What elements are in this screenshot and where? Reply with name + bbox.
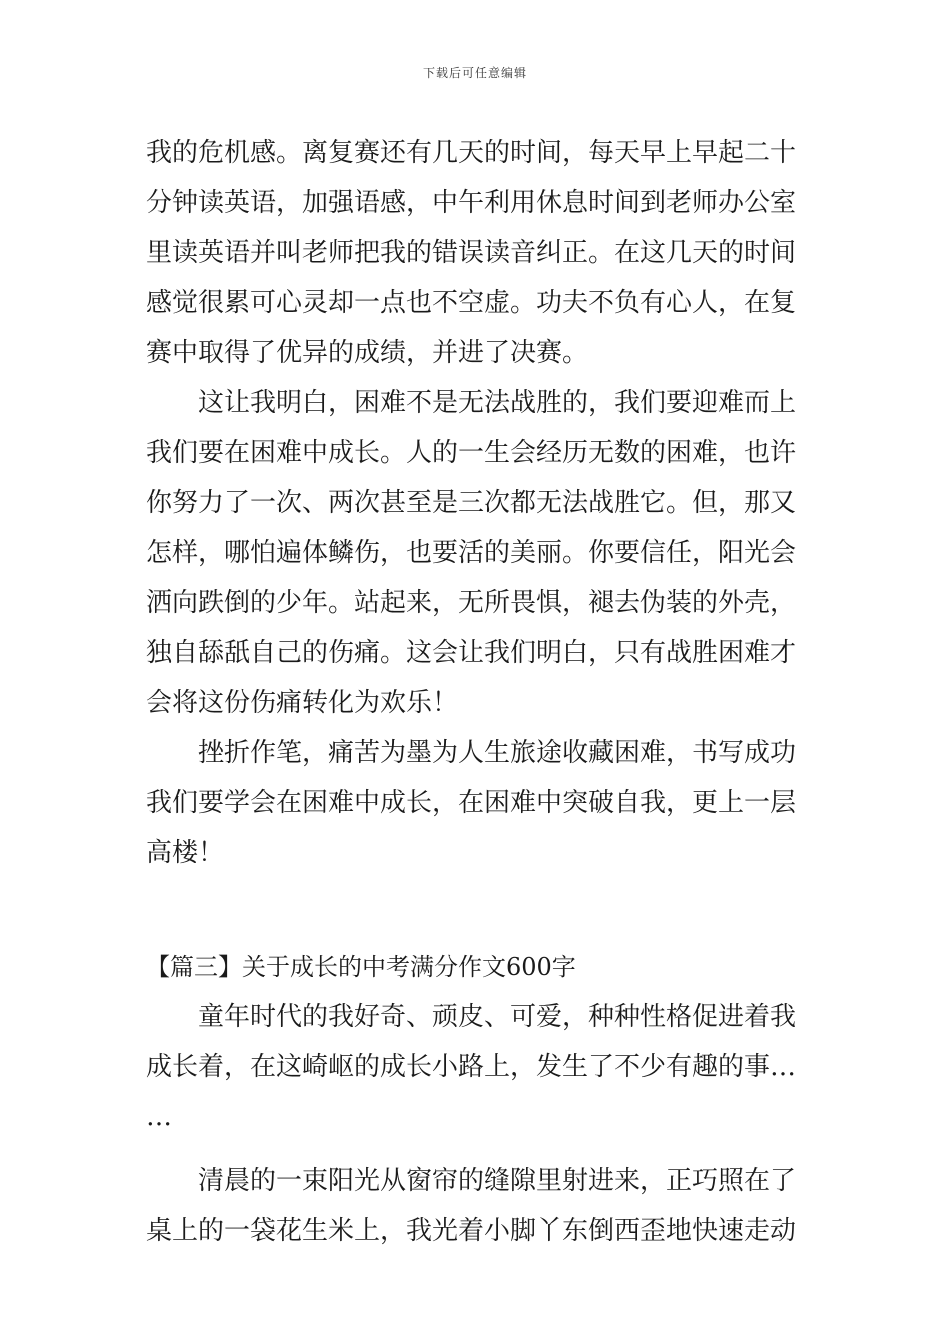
section-spacer	[146, 878, 810, 927]
paragraph-1	[146, 128, 810, 378]
text-line: 这让我明白，困难不是无法战胜的，我们要迎难而上	[198, 388, 797, 418]
section-heading: 【篇三】关于成长的中考满分作文600字	[146, 953, 576, 981]
text-line: 独自舔舐自己的伤痛。这会让我们明白，只有战胜困难才	[146, 638, 797, 668]
text-line: 洒向跌倒的少年。站起来，无所畏惧，褪去伪装的外壳，	[146, 588, 797, 618]
text-line: 你努力了一次、两次甚至是三次都无法战胜它。但，那又	[146, 488, 797, 518]
text-line: …	[146, 1102, 172, 1132]
text-line: 我的危机感。离复赛还有几天的时间，每天早上早起二十	[146, 138, 797, 168]
document-body	[146, 128, 810, 1256]
text-line: 高楼！	[146, 838, 225, 868]
text-line: 我们要学会在困难中成长，在困难中突破自我，更上一层	[146, 788, 797, 818]
paragraph-2	[146, 378, 810, 728]
paragraph-5	[146, 1156, 810, 1256]
text-line: 童年时代的我好奇、顽皮、可爱，种种性格促进着我	[198, 1002, 797, 1032]
text-line: 里读英语并叫老师把我的错误读音纠正。在这几天的时间	[146, 238, 797, 268]
text-line: 感觉很累可心灵却一点也不空虚。功夫不负有心人，在复	[146, 288, 797, 318]
text-line: 桌上的一袋花生米上，我光着小脚丫东倒西歪地快速走动	[146, 1216, 797, 1246]
text-line: 分钟读英语，加强语感，中午利用休息时间到老师办公室	[146, 188, 797, 218]
text-line: 成长着，在这崎岖的成长小路上，发生了不少有趣的事…	[146, 1052, 797, 1082]
text-line: 挫折作笔，痛苦为墨为人生旅途收藏困难，书写成功	[198, 738, 797, 768]
text-line: 会将这份伤痛转化为欢乐！	[146, 688, 459, 718]
text-line: 清晨的一束阳光从窗帘的缝隙里射进来，正巧照在了	[198, 1166, 797, 1196]
page-header: 下载后可任意编辑	[422, 66, 527, 80]
paragraph-3	[146, 728, 810, 878]
text-line: 赛中取得了优异的成绩，并进了决赛。	[146, 338, 589, 368]
paragraph-4	[146, 992, 810, 1142]
text-line: 怎样，哪怕遍体鳞伤，也要活的美丽。你要信任，阳光会	[146, 538, 797, 568]
text-line: 我们要在困难中成长。人的一生会经历无数的困难，也许	[146, 438, 797, 468]
